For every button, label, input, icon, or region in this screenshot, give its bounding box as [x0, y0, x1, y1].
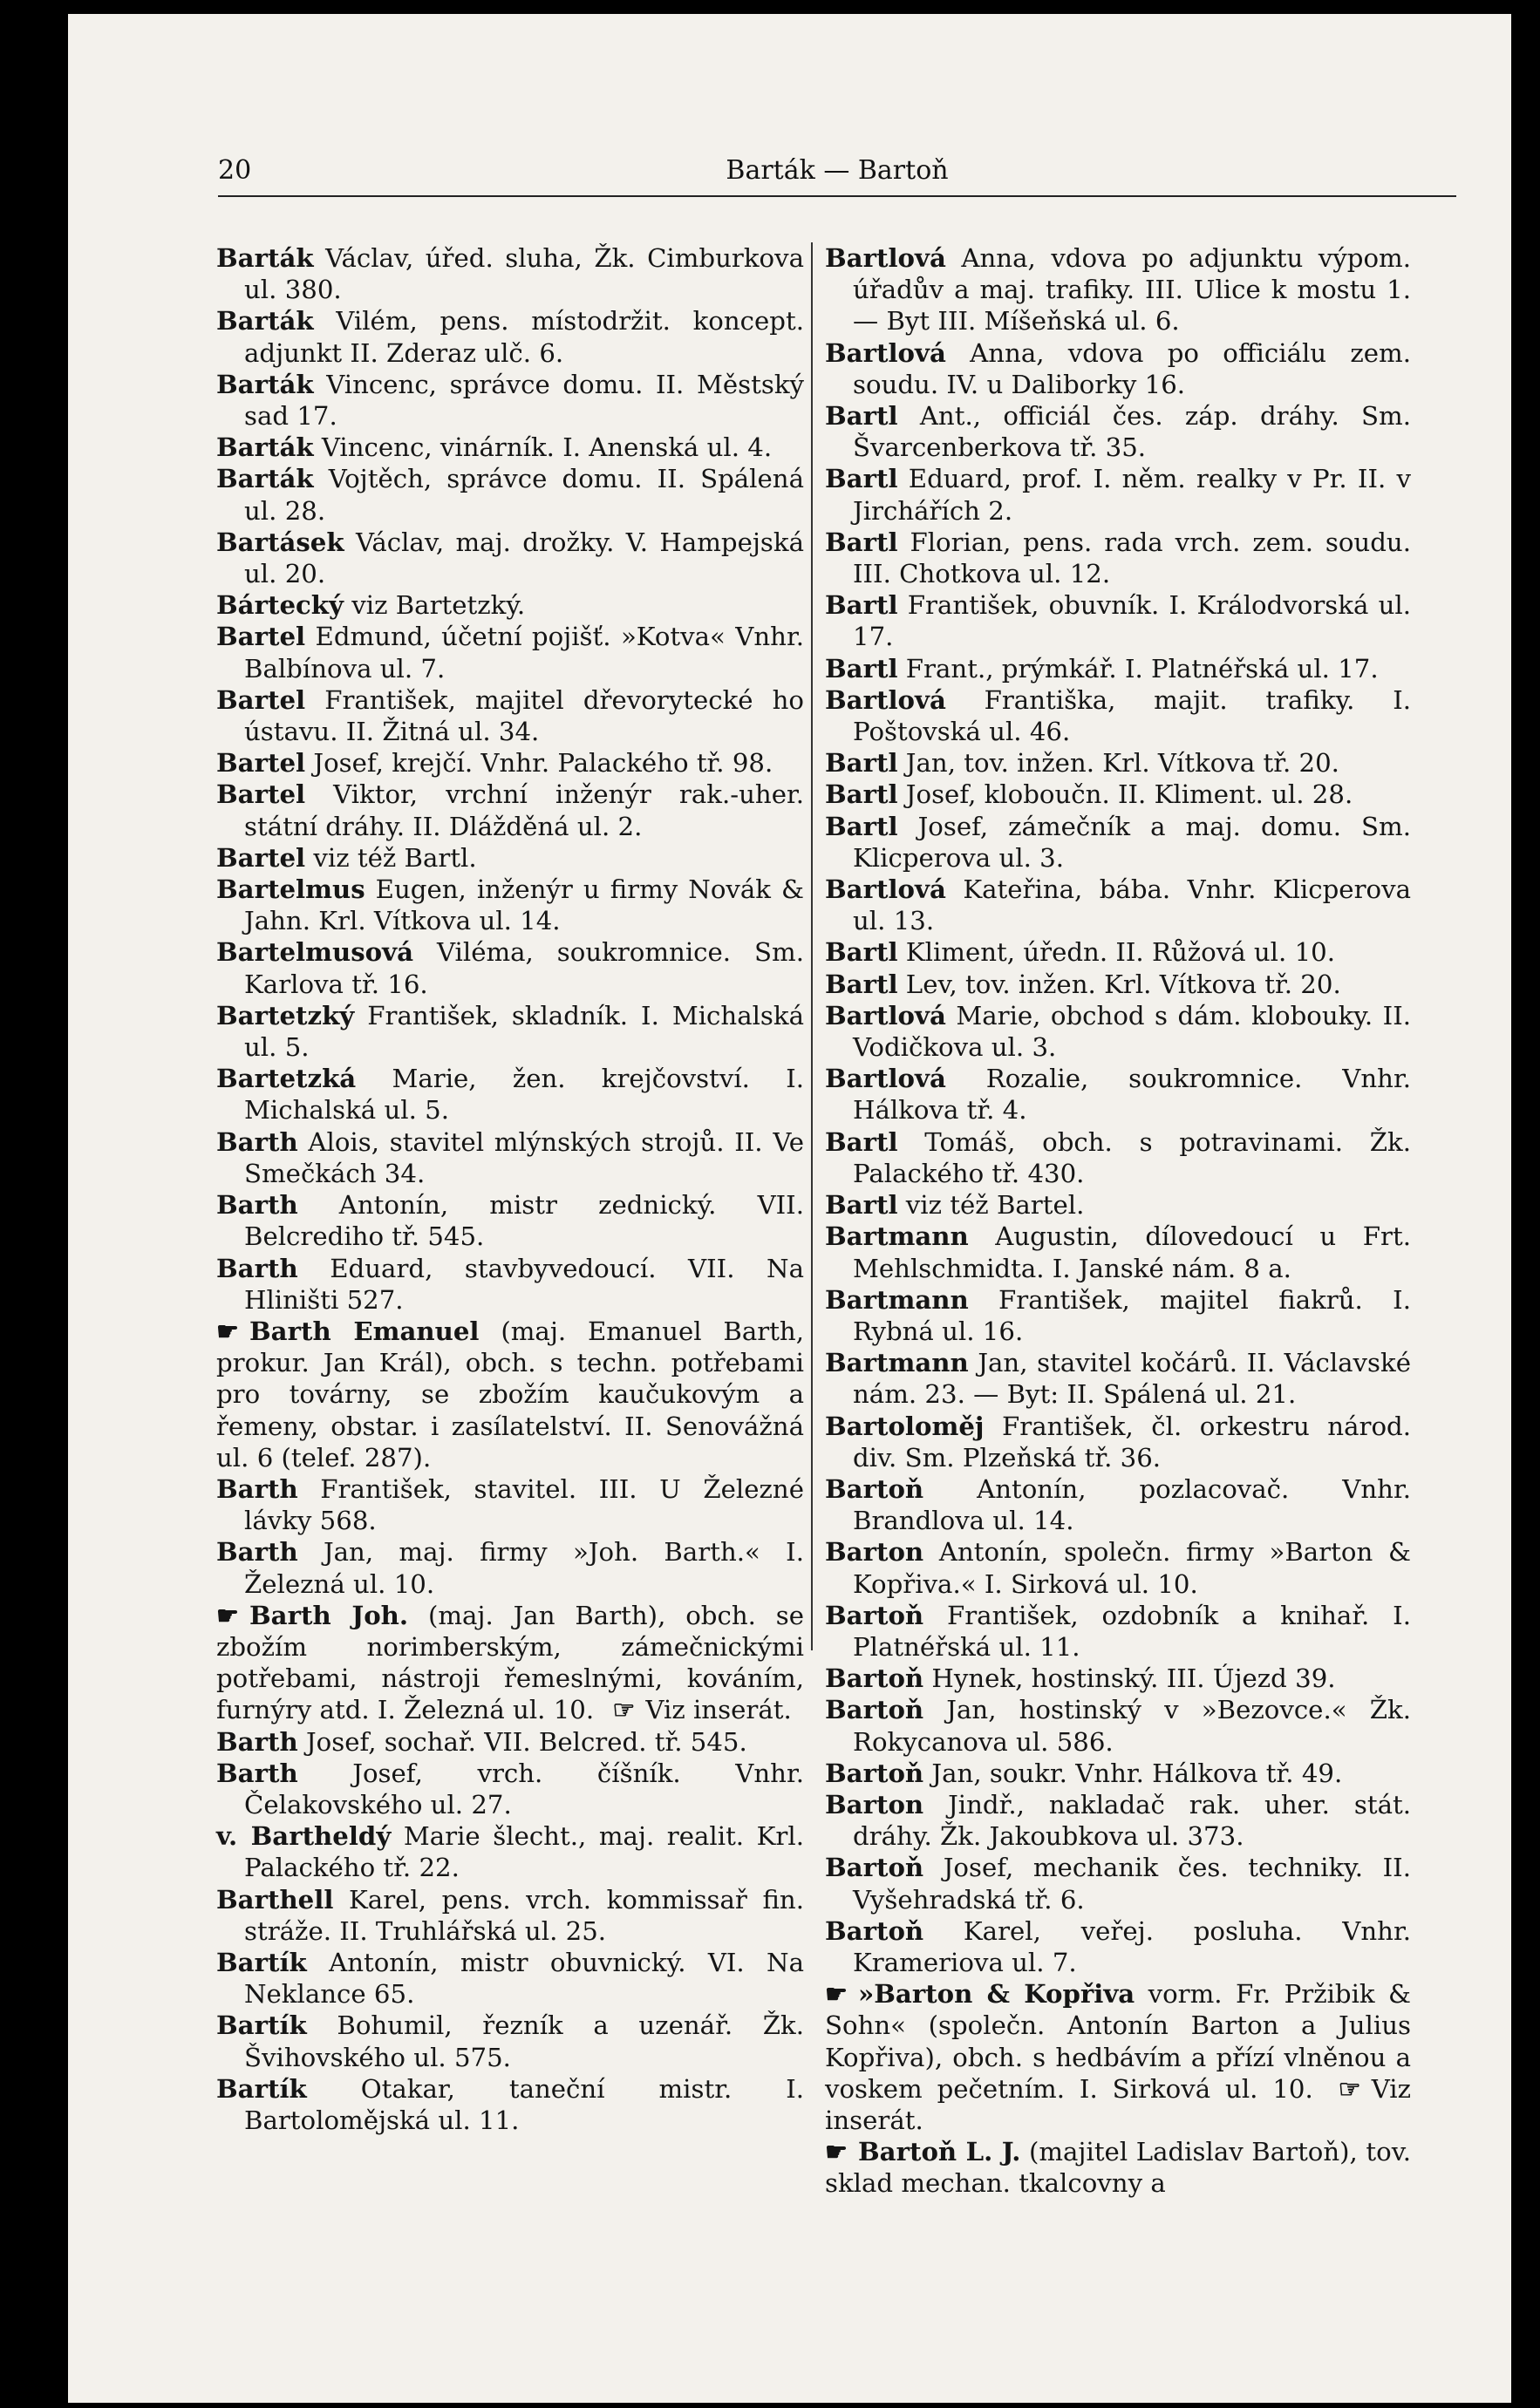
entry-name: Barth	[216, 1190, 298, 1221]
directory-entry	[825, 589, 1411, 652]
entry-name: Barták	[216, 306, 314, 337]
entry-name: Bartmann	[825, 1284, 969, 1315]
entry-name: Bartl	[825, 811, 898, 841]
entry-name: Bartík	[216, 2073, 307, 2104]
insert-reference: Viz inserát.	[645, 1695, 792, 1725]
entry-name: Bartl	[825, 779, 898, 810]
directory-entry	[825, 1758, 1411, 1789]
column-divider	[811, 242, 813, 1650]
directory-entry	[216, 1726, 804, 1758]
entry-name: Bartmann	[825, 1221, 969, 1252]
directory-entry	[825, 1347, 1411, 1410]
directory-entry	[216, 779, 804, 841]
entry-name: Bartl	[825, 748, 898, 779]
entry-details: Ant., officiál čes. záp. dráhy. Sm. Švarcenberkova tř. 35.	[853, 401, 1411, 463]
entry-name: Bartoň	[825, 1853, 924, 1883]
entry-details: Josef, kloboučn. II. Kliment. ul. 28.	[897, 779, 1353, 810]
entry-name: Bartl	[825, 1126, 898, 1157]
entry-name: Bartl	[825, 969, 898, 999]
directory-entry	[825, 1789, 1411, 1852]
directory-entry	[216, 2073, 804, 2136]
entry-details: Karel, pens. vrch. kommissař fin. stráže. II. Truhlářská ul. 25.	[244, 1884, 804, 1946]
entry-name: Bartoň	[825, 1915, 924, 1946]
directory-entry	[216, 1758, 804, 1820]
directory-entry	[216, 1189, 804, 1252]
directory-entry	[216, 1253, 804, 1316]
entry-details: Josef, krejčí. Vnhr. Palackého tř. 98.	[305, 748, 773, 779]
directory-entry	[216, 842, 804, 874]
entry-name: Bartík	[216, 2010, 307, 2041]
entry-details: Marie, obchod s dám. klobouky. II. Vodičkova ul. 3.	[853, 1000, 1411, 1063]
entry-name: Bartoň	[825, 1758, 924, 1788]
entry-name: Bartlová	[825, 1000, 946, 1031]
entry-details: Jan, hostinský v »Bezovce.« Žk. Rokycanova ul. 586.	[853, 1695, 1411, 1757]
directory-entry	[825, 1536, 1411, 1599]
entry-name: Barth	[216, 1537, 298, 1568]
entry-details: Viktor, vrchní inženýr rak.-uher. státní dráhy. II. Dlážděná ul. 2.	[244, 779, 804, 841]
entry-name: Bartetzká	[216, 1064, 357, 1094]
entry-name: v. Bartheldý	[216, 1821, 392, 1852]
directory-entry	[825, 1063, 1411, 1126]
entry-details: Eugen, inženýr u firmy Novák & Jahn. Krl. Vítkova ul. 14.	[244, 874, 804, 936]
entry-name: Bartel	[216, 622, 306, 652]
entry-name: Bartásek	[216, 527, 344, 557]
directory-entry	[825, 779, 1411, 810]
entry-name: Bartl	[825, 527, 898, 557]
pointer-hand-icon: ☞	[612, 1695, 636, 1725]
entry-name: Bartl	[825, 937, 898, 968]
entry-name: Bartmann	[825, 1348, 969, 1378]
directory-entry	[216, 1600, 804, 1726]
entry-name: Barth Emanuel	[249, 1316, 480, 1346]
entry-name: Barth Joh.	[249, 1600, 409, 1630]
directory-entry	[825, 1189, 1411, 1221]
directory-entry	[216, 936, 804, 999]
entry-details: Josef, sochař. VII. Belcred. tř. 545.	[297, 1726, 747, 1757]
directory-entry	[216, 747, 804, 779]
entry-details: Frant., prýmkář. I. Platnéřská ul. 17.	[897, 653, 1379, 684]
entry-name: Bartelmus	[216, 874, 365, 905]
page-number: 20	[218, 155, 252, 186]
entry-details: viz též Bartl.	[305, 842, 477, 873]
entry-name: Barth	[216, 1473, 298, 1504]
entry-details: Jan, stavitel kočárů. II. Václavské nám. 23. — Byt: II. Spálená ul. 21.	[853, 1348, 1411, 1410]
entry-name: Bartl	[825, 653, 898, 684]
page-title: Barták — Bartoň	[726, 155, 949, 186]
entry-name: Bartoloměj	[825, 1411, 985, 1441]
entry-name: Barták	[216, 464, 314, 494]
directory-page	[68, 14, 1511, 2403]
directory-entry	[825, 653, 1411, 684]
directory-entry	[825, 874, 1411, 936]
entry-name: Bartlová	[825, 684, 946, 715]
entry-name: Bartelmusová	[216, 937, 413, 968]
directory-entry	[825, 1284, 1411, 1347]
entry-name: Bártecký	[216, 590, 344, 621]
entry-details: Josef, vrch. číšník. Vnhr. Čelakovského ul. 27.	[244, 1758, 804, 1820]
entry-details: Eduard, stavbyvedoucí. VII. Na Hliništi 527.	[244, 1253, 804, 1315]
pointing-hand-icon: ☛	[825, 1979, 848, 2010]
pointing-hand-icon: ☛	[216, 1316, 240, 1346]
page-header	[218, 145, 1456, 197]
entry-details: Alois, stavitel mlýnských strojů. II. Ve Smečkách 34.	[244, 1126, 804, 1188]
entry-name: Barth	[216, 1126, 298, 1157]
entry-name: Bartl	[825, 401, 898, 432]
entry-details: Jindř., nakladač rak. uher. stát. dráhy. Žk. Jakoubkova ul. 373.	[853, 1789, 1411, 1852]
directory-entry	[825, 463, 1411, 526]
right-column	[825, 242, 1411, 2200]
directory-entry	[216, 1126, 804, 1189]
directory-entry	[216, 1884, 804, 1947]
directory-entry	[216, 1473, 804, 1536]
entry-details: František, ozdobník a knihař. I. Platnéřská ul. 11.	[853, 1600, 1411, 1662]
directory-entry	[825, 1978, 1411, 2136]
entry-name: Bartel	[216, 684, 306, 715]
entry-name: Barth	[216, 1758, 298, 1788]
directory-entry	[825, 936, 1411, 968]
directory-entry	[825, 2136, 1411, 2199]
directory-entry	[216, 463, 804, 526]
entry-name: Barthell	[216, 1884, 334, 1915]
entry-details: Antonín, mistr obuvnický. VI. Na Neklance 65.	[244, 1947, 804, 2010]
entry-name: Bartetzký	[216, 1000, 355, 1031]
entry-details: (maj. Jan Barth), obch. se zbožím norimberským, zámečnickými potřebami, nástroji řemeslnými, kováním, furnýry atd. I. Železná ul. 10.	[216, 1600, 805, 1725]
entry-details: Vilém, pens. místodržit. koncept. adjunkt II. Zderaz ulč. 6.	[244, 306, 804, 368]
pointer-hand-icon: ☞	[1338, 2073, 1361, 2104]
entry-name: Barták	[216, 369, 314, 399]
entry-details: Antonín, společn. firmy »Barton & Kopřiva.« I. Sirková ul. 10.	[853, 1537, 1411, 1599]
directory-entry	[216, 874, 804, 936]
directory-entry	[825, 969, 1411, 1000]
entry-details: Kateřina, bába. Vnhr. Klicperova ul. 13.	[853, 874, 1411, 936]
entry-details: Jan, tov. inžen. Krl. Vítkova tř. 20.	[897, 748, 1339, 779]
pointing-hand-icon: ☛	[825, 2137, 848, 2167]
entry-details: František, obuvník. I. Králodvorská ul. 17.	[853, 590, 1411, 652]
entry-details: (maj. Emanuel Barth, prokur. Jan Král), obch. s techn. potřebami pro továrny, se zbožím kaučukovým a řemeny, obstar. i zasílatelství. II. Senovážná ul. 6 (telef. 287).	[216, 1316, 805, 1473]
directory-entry	[216, 1000, 804, 1063]
entry-name: Barth	[216, 1253, 298, 1283]
entry-name: Bartel	[216, 748, 306, 779]
entry-details: Edmund, účetní pojišť. »Kotva« Vnhr. Balbínova ul. 7.	[244, 622, 804, 684]
entry-name: Bartlová	[825, 874, 946, 905]
pointing-hand-icon: ☛	[216, 1600, 240, 1630]
entry-details: Marie, žen. krejčovství. I. Michalská ul. 5.	[244, 1064, 804, 1126]
directory-entry	[825, 1694, 1411, 1757]
entry-details: Anna, vdova po adjunktu výpom. úřadův a maj. trafiky. III. Ulice k mostu 1. — Byt III. Míšeňská ul. 6.	[853, 243, 1411, 337]
directory-entry	[216, 2010, 804, 2072]
directory-entry	[825, 747, 1411, 779]
directory-entry	[825, 1000, 1411, 1063]
entry-name: Bartoň	[825, 1695, 924, 1725]
directory-entry	[216, 589, 804, 621]
directory-entry	[825, 242, 1411, 337]
directory-entry	[216, 242, 804, 305]
entry-details: Vincenc, vinárník. I. Anenská ul. 4.	[313, 432, 773, 463]
directory-entry	[216, 684, 804, 747]
directory-entry	[216, 369, 804, 432]
directory-entry	[216, 432, 804, 463]
entry-details: Bohumil, řezník a uzenář. Žk. Švihovského ul. 575.	[244, 2010, 804, 2072]
entry-details: František, stavitel. III. U Železné lávky 568.	[244, 1473, 804, 1536]
entry-details: (majitel Ladislav Bartoň), tov. sklad mechan. tkalcovny a	[825, 2137, 1411, 2199]
directory-entry	[825, 1126, 1411, 1189]
entry-details: František, majitel fiakrů. I. Rybná ul. 16.	[853, 1284, 1411, 1346]
entry-details: Lev, tov. inžen. Krl. Vítkova tř. 20.	[897, 969, 1341, 999]
entry-name: Bartoň	[825, 1663, 924, 1694]
header-rule	[218, 195, 1456, 197]
directory-entry	[216, 527, 804, 589]
entry-details: viz též Bartel.	[897, 1190, 1085, 1221]
entry-details: Václav, úřed. sluha, Žk. Cimburkova ul. 380.	[244, 243, 804, 305]
entry-details: Josef, zámečník a maj. domu. Sm. Klicperova ul. 3.	[853, 811, 1411, 873]
directory-entry	[825, 1221, 1411, 1283]
entry-details: Josef, mechanik čes. techniky. II. Vyšehradská tř. 6.	[853, 1853, 1411, 1915]
entry-name: Bartoň	[825, 1600, 924, 1630]
directory-entry	[825, 1663, 1411, 1694]
entry-name: Bartlová	[825, 337, 946, 368]
entry-details: František, čl. orkestru národ. div. Sm. Plzeňská tř. 36.	[853, 1411, 1411, 1473]
entry-details: Jan, soukr. Vnhr. Hálkova tř. 49.	[923, 1758, 1343, 1788]
entry-name: »Barton & Kopřiva	[858, 1979, 1135, 2010]
directory-entry	[825, 811, 1411, 874]
directory-entry	[825, 400, 1411, 463]
entry-details: vorm. Fr. Pržibik & Sohn« (společn. Antonín Barton a Julius Kopřiva), obch. s hedbávím a přízí vlněnou a voskem pečetním. I. Sirková ul. 10.	[825, 1979, 1411, 2104]
directory-entry	[216, 1063, 804, 1126]
entry-details: Florian, pens. rada vrch. zem. soudu. III. Chotkova ul. 12.	[853, 527, 1411, 589]
entry-name: Bartoň	[825, 1473, 924, 1504]
directory-entry	[216, 621, 804, 684]
directory-entry	[825, 337, 1411, 400]
directory-entry	[825, 684, 1411, 747]
entry-details: Jan, maj. firmy »Joh. Barth.« I. Železná ul. 10.	[244, 1537, 804, 1599]
entry-name: Bartl	[825, 464, 898, 494]
entry-details: Františka, majit. trafiky. I. Poštovská ul. 46.	[853, 684, 1411, 747]
entry-name: Bartel	[216, 842, 306, 873]
entry-details: Václav, maj. drožky. V. Hampejská ul. 20.	[244, 527, 804, 589]
entry-details: Eduard, prof. I. něm. realky v Pr. II. v Jirchářích 2.	[853, 464, 1411, 526]
entry-name: Barth	[216, 1726, 298, 1757]
entry-name: Barták	[216, 432, 314, 463]
entry-name: Barták	[216, 243, 314, 273]
entry-name: Bartl	[825, 1190, 898, 1221]
insert-reference: Viz inserát.	[825, 2073, 1412, 2135]
directory-entry	[825, 1915, 1411, 1978]
entry-details: Kliment, úředn. II. Růžová ul. 10.	[897, 937, 1335, 968]
entry-details: Marie šlecht., maj. realit. Krl. Palackého tř. 22.	[244, 1821, 804, 1883]
entry-details: František, skladník. I. Michalská ul. 5.	[244, 1000, 804, 1063]
entry-details: Tomáš, obch. s potravinami. Žk. Palackého tř. 430.	[853, 1126, 1411, 1188]
entry-name: Barton	[825, 1537, 924, 1568]
entry-details: Vincenc, správce domu. II. Městský sad 17.	[244, 369, 804, 432]
directory-entry	[825, 527, 1411, 589]
entry-details: Anna, vdova po officiálu zem. soudu. IV. u Daliborky 16.	[853, 337, 1411, 399]
entry-details: Augustin, dílovedoucí u Frt. Mehlschmidta. I. Janské nám. 8 a.	[853, 1221, 1411, 1283]
directory-entry	[216, 1536, 804, 1599]
directory-entry	[216, 1316, 804, 1473]
directory-entry	[216, 1947, 804, 2010]
entry-details: Hynek, hostinský. III. Újezd 39.	[923, 1663, 1336, 1694]
entry-name: Bartík	[216, 1947, 307, 1977]
entry-details: Antonín, mistr zednický. VII. Belcrediho tř. 545.	[244, 1190, 804, 1252]
entry-name: Bartel	[216, 779, 306, 810]
entry-name: Bartlová	[825, 243, 946, 273]
directory-entry	[216, 305, 804, 368]
entry-name: Bartlová	[825, 1064, 946, 1094]
entry-details: Karel, veřej. posluha. Vnhr. Krameriova ul. 7.	[853, 1915, 1411, 1977]
entry-details: Otakar, taneční mistr. I. Bartolomějská ul. 11.	[244, 2073, 804, 2135]
entry-details: Vojtěch, správce domu. II. Spálená ul. 28.	[244, 464, 804, 526]
entry-name: Bartoň L. J.	[858, 2137, 1021, 2167]
directory-entry	[216, 1820, 804, 1883]
directory-entry	[825, 1411, 1411, 1473]
entry-name: Barton	[825, 1789, 924, 1820]
entry-name: Bartl	[825, 590, 898, 621]
directory-entry	[825, 1473, 1411, 1536]
left-column	[216, 242, 804, 2136]
entry-details: Rozalie, soukromnice. Vnhr. Hálkova tř. 4.	[853, 1064, 1411, 1126]
entry-details: Viléma, soukromnice. Sm. Karlova tř. 16.	[244, 937, 804, 999]
entry-details: viz Bartetzký.	[343, 590, 526, 621]
entry-details: František, majitel dřevorytecké ho ústavu. II. Žitná ul. 34.	[244, 684, 804, 747]
directory-entry	[825, 1852, 1411, 1915]
entry-details: Antonín, pozlacovač. Vnhr. Brandlova ul. 14.	[853, 1473, 1411, 1536]
directory-entry	[825, 1600, 1411, 1663]
